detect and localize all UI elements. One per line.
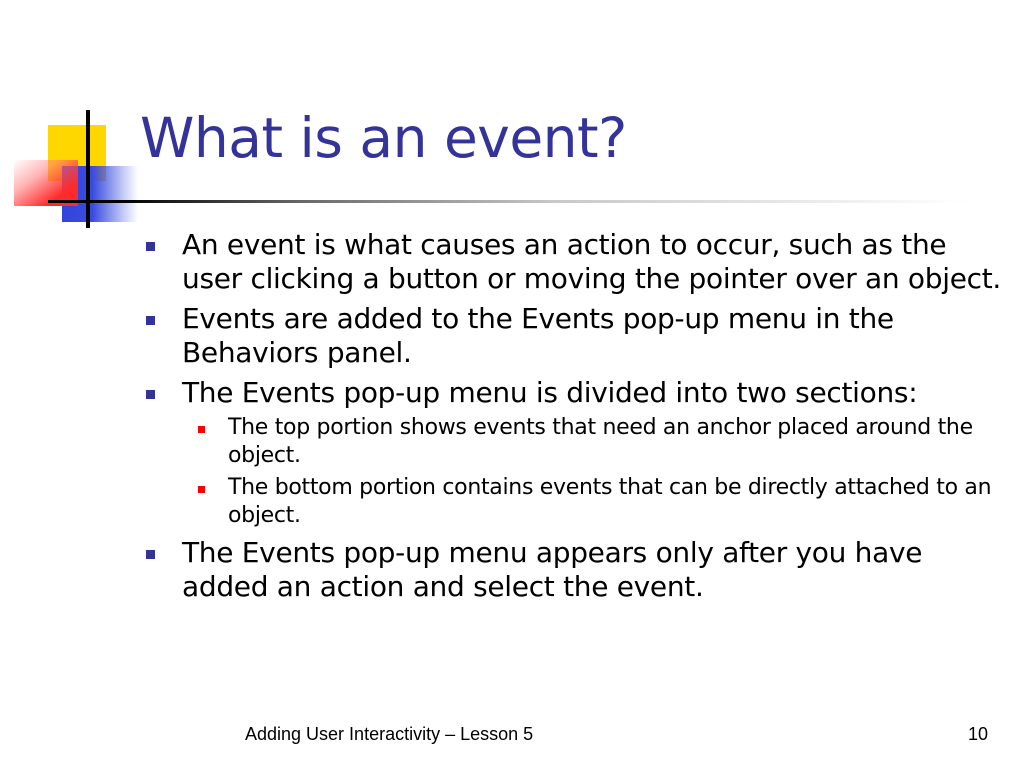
sub-bullet-list	[182, 414, 1010, 530]
small-square-bullet-icon	[198, 426, 205, 433]
page-number: 10	[968, 724, 989, 744]
bullet-item	[140, 536, 1010, 604]
square-bullet-icon	[146, 316, 155, 325]
square-bullet-icon	[146, 390, 155, 399]
square-bullet-icon	[146, 550, 155, 559]
bullet-item	[140, 228, 1010, 296]
sub-bullet-item	[182, 474, 1010, 530]
sub-bullet-item	[182, 414, 1010, 470]
slide-footer: Adding User Interactivity – Lesson 5	[245, 724, 534, 744]
title-divider	[48, 200, 968, 203]
bullet-text: The Events pop-up menu appears only after you have added an action and select the event.	[182, 536, 923, 603]
bullet-list	[140, 228, 1010, 610]
bullet-text: An event is what causes an action to occur, such as the user clicking a button or moving the pointer over an object.	[182, 228, 1001, 295]
small-square-bullet-icon	[198, 486, 205, 493]
logo-vertical-line	[86, 110, 90, 228]
slide-title: What is an event?	[140, 106, 627, 170]
square-bullet-icon	[146, 242, 155, 251]
bullet-text: Events are added to the Events pop-up menu in the Behaviors panel.	[182, 302, 894, 369]
sub-bullet-text: The bottom portion contains events that can be directly attached to an object.	[228, 475, 992, 528]
bullet-item	[140, 302, 1010, 370]
bullet-text: The Events pop-up menu is divided into two sections:	[182, 376, 918, 409]
bullet-item	[140, 376, 1010, 530]
sub-bullet-text: The top portion shows events that need an anchor placed around the object.	[228, 415, 973, 468]
